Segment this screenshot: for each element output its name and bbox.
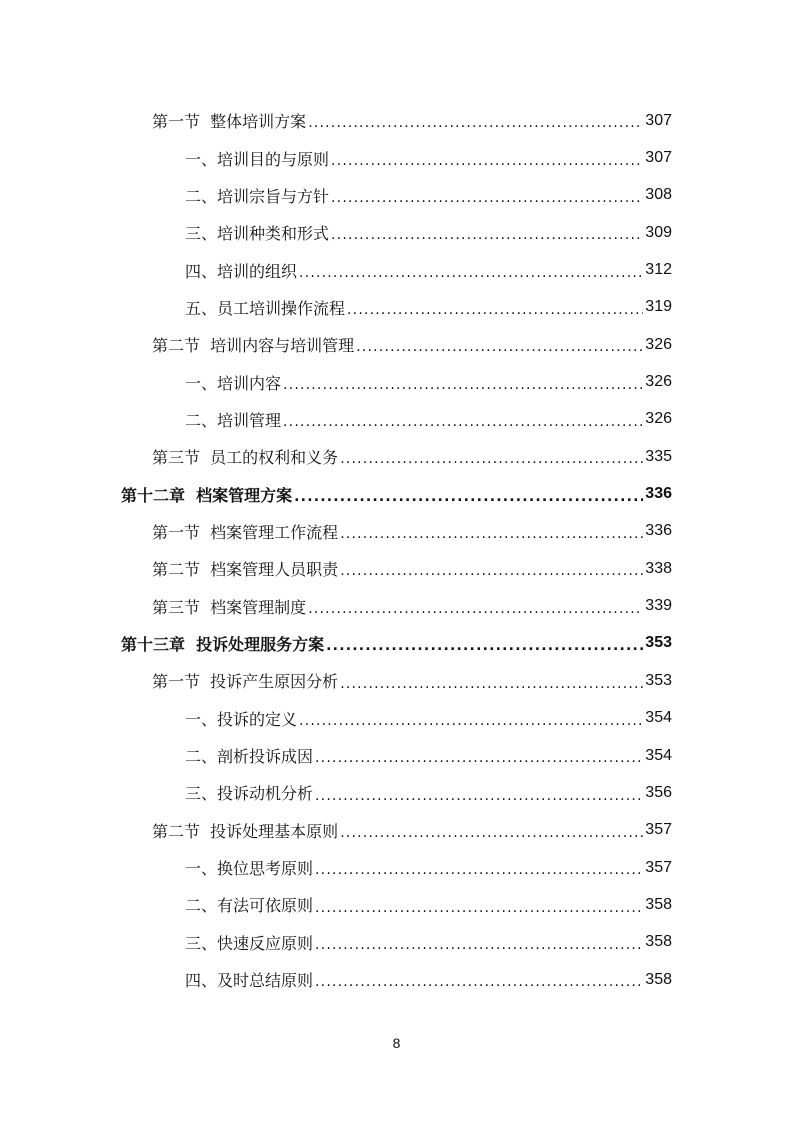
toc-entry-title: 第一节 整体培训方案 — [152, 112, 307, 132]
toc-chapter-entry[interactable] — [0, 475, 793, 512]
toc-entry-title: 二、培训宗旨与方针 — [185, 186, 330, 206]
toc-entry-title: 第二节 投诉处理基本原则 — [152, 821, 339, 841]
toc-entry-title: 一、培训内容 — [185, 373, 282, 393]
toc-subsection-entry[interactable] — [0, 961, 793, 998]
dot-leader — [315, 901, 643, 924]
dot-leader — [326, 639, 643, 662]
toc-entry-title: 二、培训管理 — [185, 410, 282, 430]
toc-subsection-entry[interactable] — [0, 700, 793, 737]
toc-section-entry[interactable] — [0, 326, 793, 363]
toc-subsection-entry[interactable] — [0, 924, 793, 961]
toc-subsection-entry[interactable] — [0, 401, 793, 438]
toc-entry-page: 356 — [645, 783, 672, 801]
toc-section-entry[interactable] — [0, 438, 793, 475]
toc-entry-title: 第一节 投诉产生原因分析 — [152, 672, 339, 692]
toc-entry-page: 338 — [645, 559, 672, 577]
toc-entry-title: 五、员工培训操作流程 — [185, 298, 346, 318]
toc-subsection-entry[interactable] — [0, 214, 793, 251]
table-of-contents — [0, 102, 793, 998]
toc-entry-page: 307 — [645, 111, 672, 129]
toc-entry-title: 一、投诉的定义 — [185, 709, 298, 729]
toc-entry-title: 四、培训的组织 — [185, 261, 298, 281]
toc-entry-title: 二、剖析投诉成因 — [185, 747, 314, 767]
dot-leader — [315, 863, 643, 886]
dot-leader — [315, 789, 643, 812]
toc-entry-page: 312 — [645, 261, 672, 279]
page-number: 8 — [392, 1035, 401, 1051]
toc-entry-page: 354 — [645, 709, 672, 727]
toc-subsection-entry[interactable] — [0, 737, 793, 774]
toc-section-entry[interactable] — [0, 662, 793, 699]
toc-section-entry[interactable] — [0, 812, 793, 849]
toc-section-entry[interactable] — [0, 550, 793, 587]
toc-subsection-entry[interactable] — [0, 139, 793, 176]
toc-subsection-entry[interactable] — [0, 251, 793, 288]
toc-chapter-entry[interactable] — [0, 625, 793, 662]
dot-leader — [340, 826, 643, 849]
dot-leader — [340, 564, 643, 587]
toc-entry-page: 336 — [645, 522, 672, 540]
toc-entry-page: 336 — [645, 485, 672, 503]
toc-entry-page: 339 — [645, 597, 672, 615]
toc-subsection-entry[interactable] — [0, 849, 793, 886]
dot-leader — [340, 527, 643, 550]
toc-entry-page: 358 — [645, 933, 672, 951]
toc-entry-title: 一、换位思考原则 — [185, 859, 314, 879]
toc-entry-page: 309 — [645, 223, 672, 241]
dot-leader — [356, 340, 643, 363]
dot-leader — [294, 490, 643, 513]
toc-entry-title: 第一节 档案管理工作流程 — [152, 522, 339, 542]
dot-leader — [308, 116, 643, 139]
toc-entry-title: 第二节 培训内容与培训管理 — [152, 336, 355, 356]
toc-section-entry[interactable] — [0, 587, 793, 624]
toc-entry-page: 326 — [645, 410, 672, 428]
dot-leader — [299, 266, 643, 289]
toc-entry-page: 357 — [645, 821, 672, 839]
toc-subsection-entry[interactable] — [0, 363, 793, 400]
toc-entry-page: 354 — [645, 746, 672, 764]
dot-leader — [283, 378, 643, 401]
toc-section-entry[interactable] — [0, 513, 793, 550]
toc-entry-title: 第十二章 档案管理方案 — [121, 485, 293, 505]
toc-subsection-entry[interactable] — [0, 886, 793, 923]
toc-subsection-entry[interactable] — [0, 289, 793, 326]
toc-entry-page: 358 — [645, 895, 672, 913]
toc-entry-page: 319 — [645, 298, 672, 316]
dot-leader — [331, 228, 643, 251]
dot-leader — [340, 677, 643, 700]
dot-leader — [299, 714, 643, 737]
dot-leader — [340, 452, 643, 475]
dot-leader — [315, 938, 643, 961]
toc-entry-page: 357 — [645, 858, 672, 876]
toc-entry-title: 第三节 档案管理制度 — [152, 597, 307, 617]
toc-entry-title: 二、有法可依原则 — [185, 896, 314, 916]
dot-leader — [283, 415, 643, 438]
dot-leader — [347, 303, 643, 326]
toc-entry-title: 第十三章 投诉处理服务方案 — [121, 634, 325, 654]
toc-entry-page: 326 — [645, 335, 672, 353]
dot-leader — [308, 602, 643, 625]
toc-entry-page: 307 — [645, 149, 672, 167]
dot-leader — [315, 751, 643, 774]
toc-entry-page: 353 — [645, 671, 672, 689]
dot-leader — [315, 975, 643, 998]
toc-entry-page: 308 — [645, 186, 672, 204]
toc-entry-title: 四、及时总结原则 — [185, 971, 314, 991]
toc-subsection-entry[interactable] — [0, 774, 793, 811]
toc-entry-title: 第二节 档案管理人员职责 — [152, 560, 339, 580]
toc-entry-title: 三、快速反应原则 — [185, 933, 314, 953]
toc-entry-page: 335 — [645, 447, 672, 465]
toc-section-entry[interactable] — [0, 102, 793, 139]
toc-entry-title: 三、投诉动机分析 — [185, 784, 314, 804]
toc-entry-title: 第三节 员工的权利和义务 — [152, 448, 339, 468]
dot-leader — [331, 154, 643, 177]
dot-leader — [331, 191, 643, 214]
toc-entry-page: 353 — [645, 634, 672, 652]
toc-entry-page: 326 — [645, 373, 672, 391]
toc-subsection-entry[interactable] — [0, 177, 793, 214]
toc-entry-title: 一、培训目的与原则 — [185, 149, 330, 169]
toc-entry-title: 三、培训种类和形式 — [185, 224, 330, 244]
toc-entry-page: 358 — [645, 970, 672, 988]
